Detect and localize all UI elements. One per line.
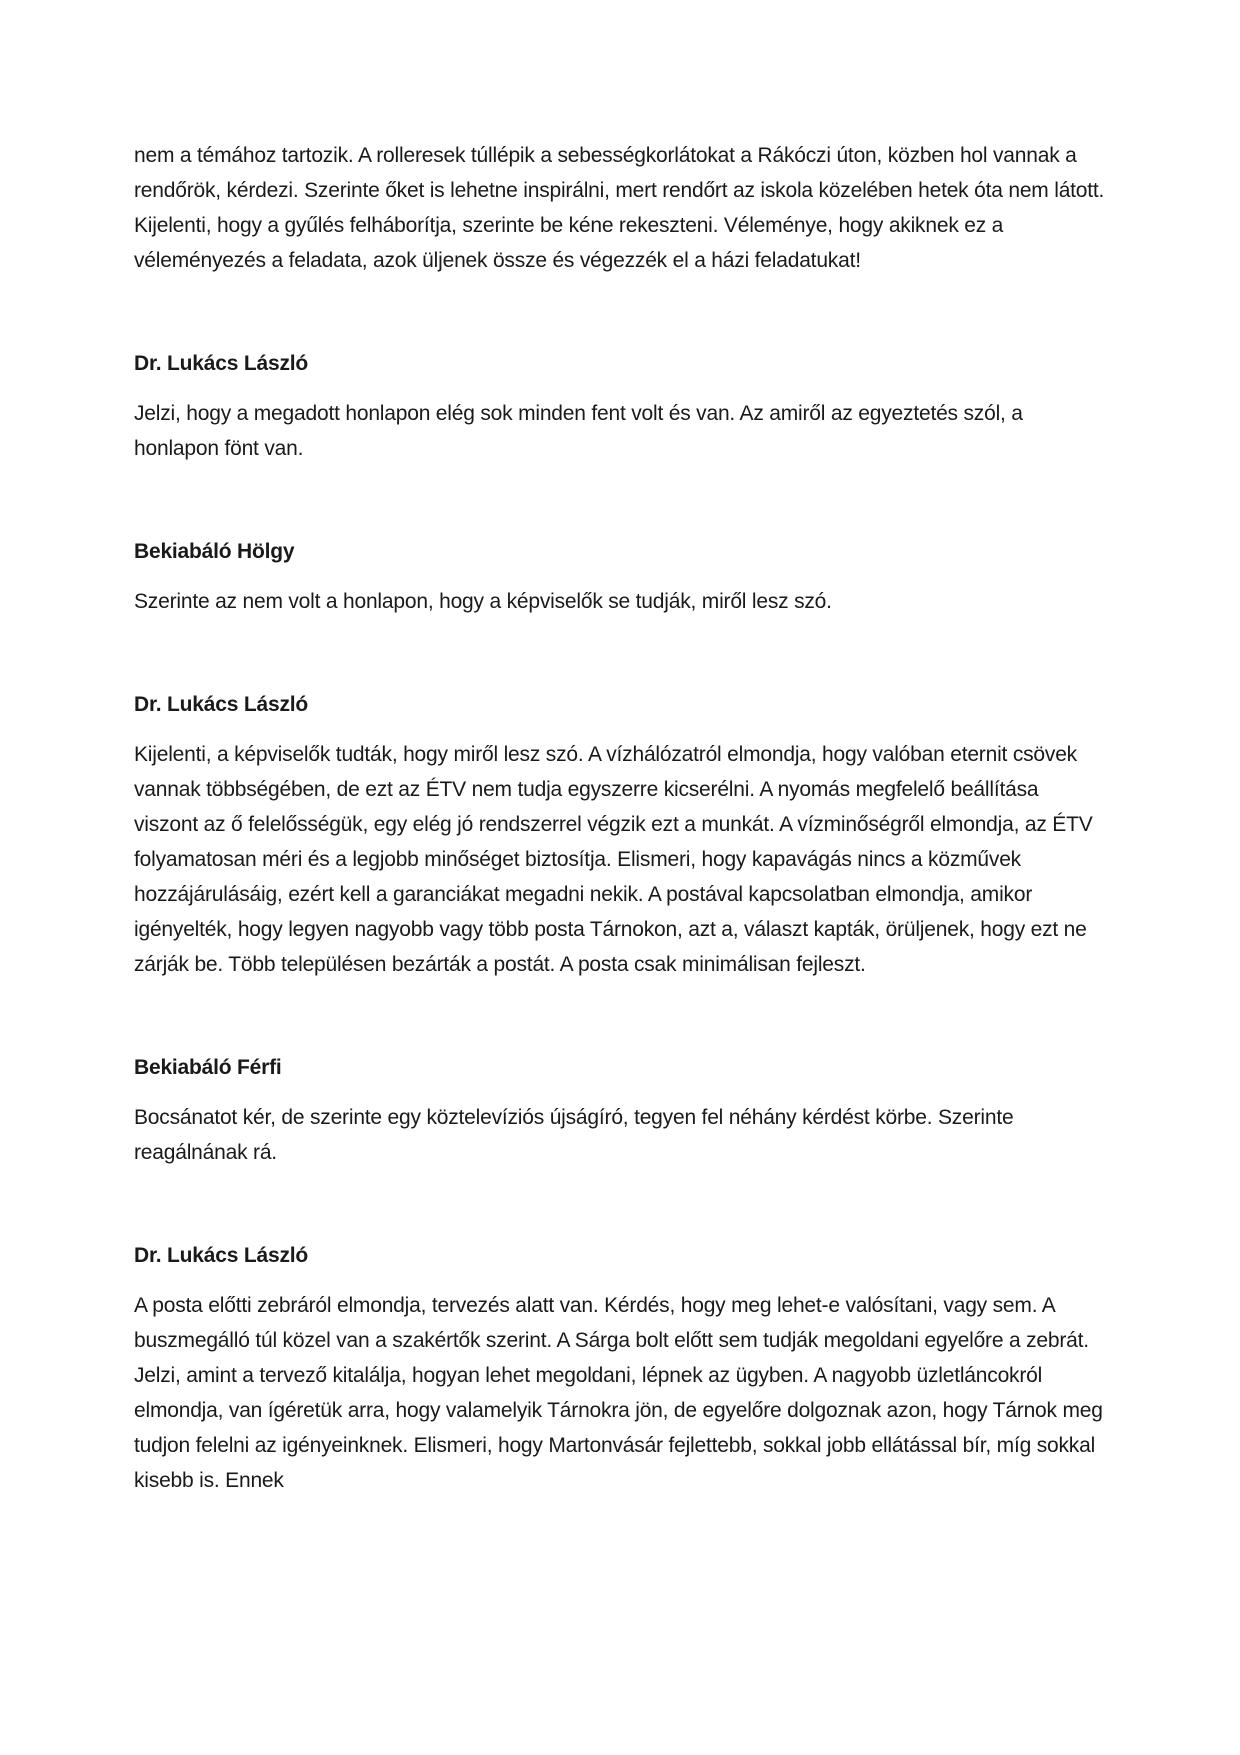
speaker-heading: Dr. Lukács László [134,693,309,716]
speaker-heading: Bekiabáló Hölgy [134,540,295,563]
section-speaker-2 [134,534,1106,619]
section-speaker-4 [134,1050,1106,1170]
speech-paragraph: Bocsánatot kér, de szerinte egy köztelevíziós újságíró, tegyen fel néhány kérdést körbe. Szerinte reagálnának rá. [134,1106,1014,1164]
speech-paragraph: Szerinte az nem volt a honlapon, hogy a képviselők se tudják, miről lesz szó. [134,590,832,613]
section-speaker-3 [134,687,1106,982]
speech-paragraph: Jelzi, hogy a megadott honlapon elég sok minden fent volt és van. Az amiről az egyeztetés szól, a honlapon fönt van. [134,402,1023,460]
speech-paragraph: Kijelenti, a képviselők tudták, hogy miről lesz szó. A vízhálózatról elmondja, hogy valóban eternit csövek vannak többségében, de ezt az ÉTV nem tudja egyszerre kicserélni. A nyomás megfelelő beállítása viszont az ő felelősségük, egy elég jó rendszerrel végzik ezt a munkát. A vízminőségről elmondja, az ÉTV folyamatosan méri és a legjobb minőséget biztosítja. Elismeri, hogy kapavágás nincs a közművek hozzájárulásáig, ezért kell a garanciákat megadni nekik. A postával kapcsolatban elmondja, amikor igényelték, hogy legyen nagyobb vagy több posta Tárnokon, azt a, választ kapták, örüljenek, hogy ezt ne zárják be. Több településen bezárták a postát. A posta csak minimálisan fejleszt. [134,743,1093,976]
document-content [134,138,1106,1498]
speaker-heading: Dr. Lukács László [134,352,309,375]
speaker-heading: Bekiabáló Férfi [134,1056,282,1079]
section-speaker-1 [134,346,1106,466]
intro-paragraph: nem a témához tartozik. A rolleresek túllépik a sebességkorlátokat a Rákóczi úton, közben hol vannak a rendőrök, kérdezi. Szerinte őket is lehetne inspirálni, mert rendőrt az iskola közelében hetek óta nem látott. Kijelenti, hogy a gyűlés felháborítja, szerinte be kéne rekeszteni. Véleménye, hogy akiknek ez a véleményezés a feladata, azok üljenek össze és végezzék el a házi feladatukat! [134,144,1105,272]
speaker-heading: Dr. Lukács László [134,1244,309,1267]
section-speaker-5 [134,1238,1106,1498]
speech-paragraph: A posta előtti zebráról elmondja, tervezés alatt van. Kérdés, hogy meg lehet-e valósítani, vagy sem. A buszmegálló túl közel van a szakértők szerint. A Sárga bolt előtt sem tudják megoldani egyelőre a zebrát. Jelzi, amint a tervező kitalálja, hogyan lehet megoldani, lépnek az ügyben. A nagyobb üzletláncokról elmondja, van ígéretük arra, hogy valamelyik Tárnokra jön, de egyelőre dolgoznak azon, hogy Tárnok meg tudjon felelni az igényeinknek. Elismeri, hogy Martonvásár fejlettebb, sokkal jobb ellátással bír, míg sokkal kisebb is. Ennek [134,1294,1103,1492]
